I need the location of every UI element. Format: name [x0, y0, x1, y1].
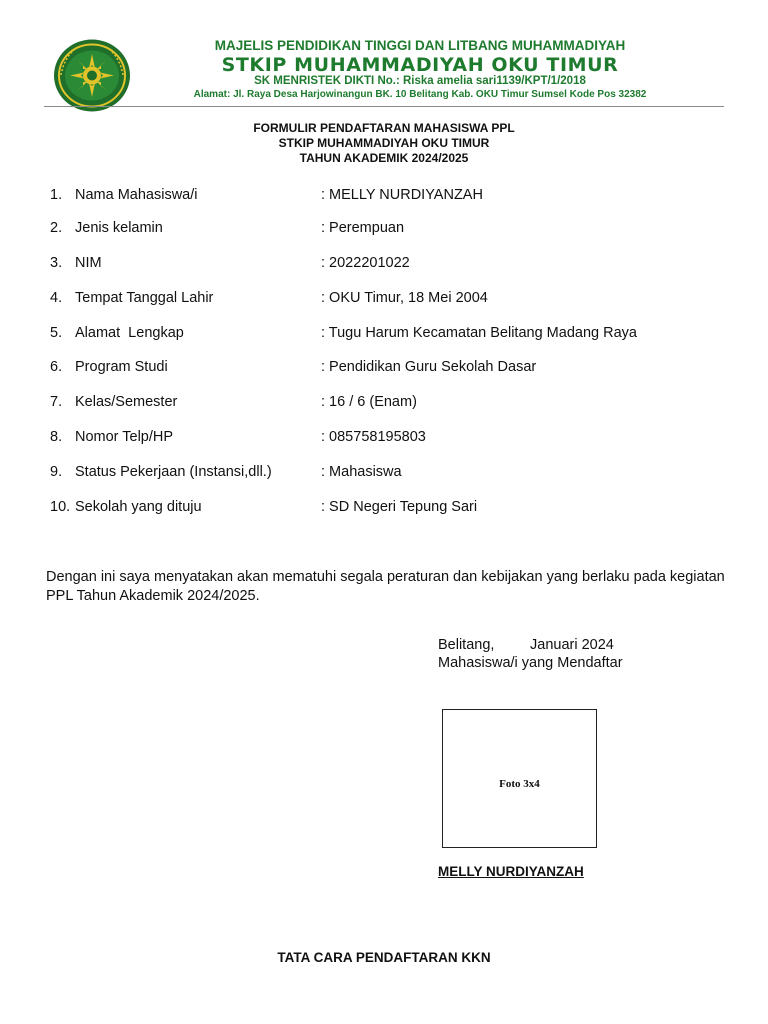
- field-label: Program Studi: [75, 359, 168, 375]
- field-number: 2.: [50, 220, 63, 236]
- field-value: : Mahasiswa: [321, 464, 402, 480]
- muhammadiyah-logo-icon: [52, 38, 132, 113]
- field-row-alamat: [0, 325, 768, 345]
- photo-placeholder: [442, 709, 597, 848]
- field-label: Status Pekerjaan (Instansi,dll.): [75, 464, 272, 480]
- field-number: 7.: [50, 394, 63, 410]
- field-number: 5.: [50, 325, 63, 341]
- signature-role: Mahasiswa/i yang Mendaftar: [438, 655, 623, 671]
- header-decree-number: SK MENRISTEK DIKTI No.: Riska amelia sari1139/KPT/1/2018: [254, 75, 586, 87]
- field-number: 6.: [50, 359, 63, 375]
- field-row-nim: [0, 255, 768, 275]
- field-number: 8.: [50, 429, 63, 445]
- field-label: Tempat Tanggal Lahir: [75, 290, 214, 306]
- field-row-jenis-kelamin: [0, 220, 768, 240]
- field-value: : SD Negeri Tepung Sari: [321, 499, 478, 515]
- header-institution-name: STKIP MUHAMMADIYAH OKU TIMUR: [221, 54, 619, 76]
- field-row-sekolah-dituju: [0, 499, 768, 519]
- declaration-text: Dengan ini saya menyatakan akan mematuhi segala peraturan dan kebijakan yang berlaku pada kegiatan PPL Tahun Akademik 2024/2025.: [46, 569, 725, 604]
- field-label: Sekolah yang dituju: [75, 499, 202, 515]
- field-value: : 16 / 6 (Enam): [321, 394, 417, 410]
- field-row-nomor-telp: [0, 429, 768, 449]
- field-value: : OKU Timur, 18 Mei 2004: [321, 290, 488, 306]
- header-institution-council: MAJELIS PENDIDIKAN TINGGI DAN LITBANG MUHAMMADIYAH: [214, 38, 626, 53]
- signer-name: MELLY NURDIYANZAH: [438, 864, 584, 879]
- field-row-kelas-semester: [0, 394, 768, 414]
- signature-place: Belitang,: [438, 637, 495, 653]
- field-row-ttl: [0, 290, 768, 310]
- field-row-status-pekerjaan: [0, 464, 768, 484]
- header-divider: [44, 106, 724, 107]
- field-label: Nama Mahasiswa/i: [75, 187, 198, 203]
- field-value: : 085758195803: [321, 429, 426, 445]
- field-row-program-studi: [0, 359, 768, 379]
- header-address: Alamat: Jl. Raya Desa Harjowinangun BK. 10 Belitang Kab. OKU Timur Sumsel Kode Pos 32382: [193, 89, 647, 100]
- field-number: 9.: [50, 464, 63, 480]
- field-label: Kelas/Semester: [75, 394, 178, 410]
- field-number: 10.: [50, 499, 71, 515]
- field-number: 4.: [50, 290, 63, 306]
- form-title-line1: FORMULIR PENDAFTARAN MAHASISWA PPL: [253, 121, 515, 135]
- field-label: Jenis kelamin: [75, 220, 163, 236]
- form-title-line2: STKIP MUHAMMADIYAH OKU TIMUR: [278, 136, 490, 150]
- field-label: Nomor Telp/HP: [75, 429, 174, 445]
- field-value: : Tugu Harum Kecamatan Belitang Madang Raya: [321, 325, 637, 341]
- field-label: NIM: [75, 255, 102, 271]
- signature-date: Januari 2024: [530, 637, 614, 653]
- form-title-line3: TAHUN AKADEMIK 2024/2025: [299, 151, 469, 165]
- field-value: : Perempuan: [321, 220, 405, 236]
- field-label: Alamat Lengkap: [75, 325, 184, 341]
- field-value: : Pendidikan Guru Sekolah Dasar: [321, 359, 537, 375]
- field-value: : MELLY NURDIYANZAH: [321, 187, 483, 203]
- field-number: 3.: [50, 255, 63, 271]
- photo-label: Foto 3x4: [499, 778, 540, 790]
- field-number: 1.: [50, 187, 63, 203]
- field-row-nama: [0, 187, 768, 207]
- section-title-tata-cara: TATA CARA PENDAFTARAN KKN: [277, 950, 491, 965]
- field-value: : 2022201022: [321, 255, 410, 271]
